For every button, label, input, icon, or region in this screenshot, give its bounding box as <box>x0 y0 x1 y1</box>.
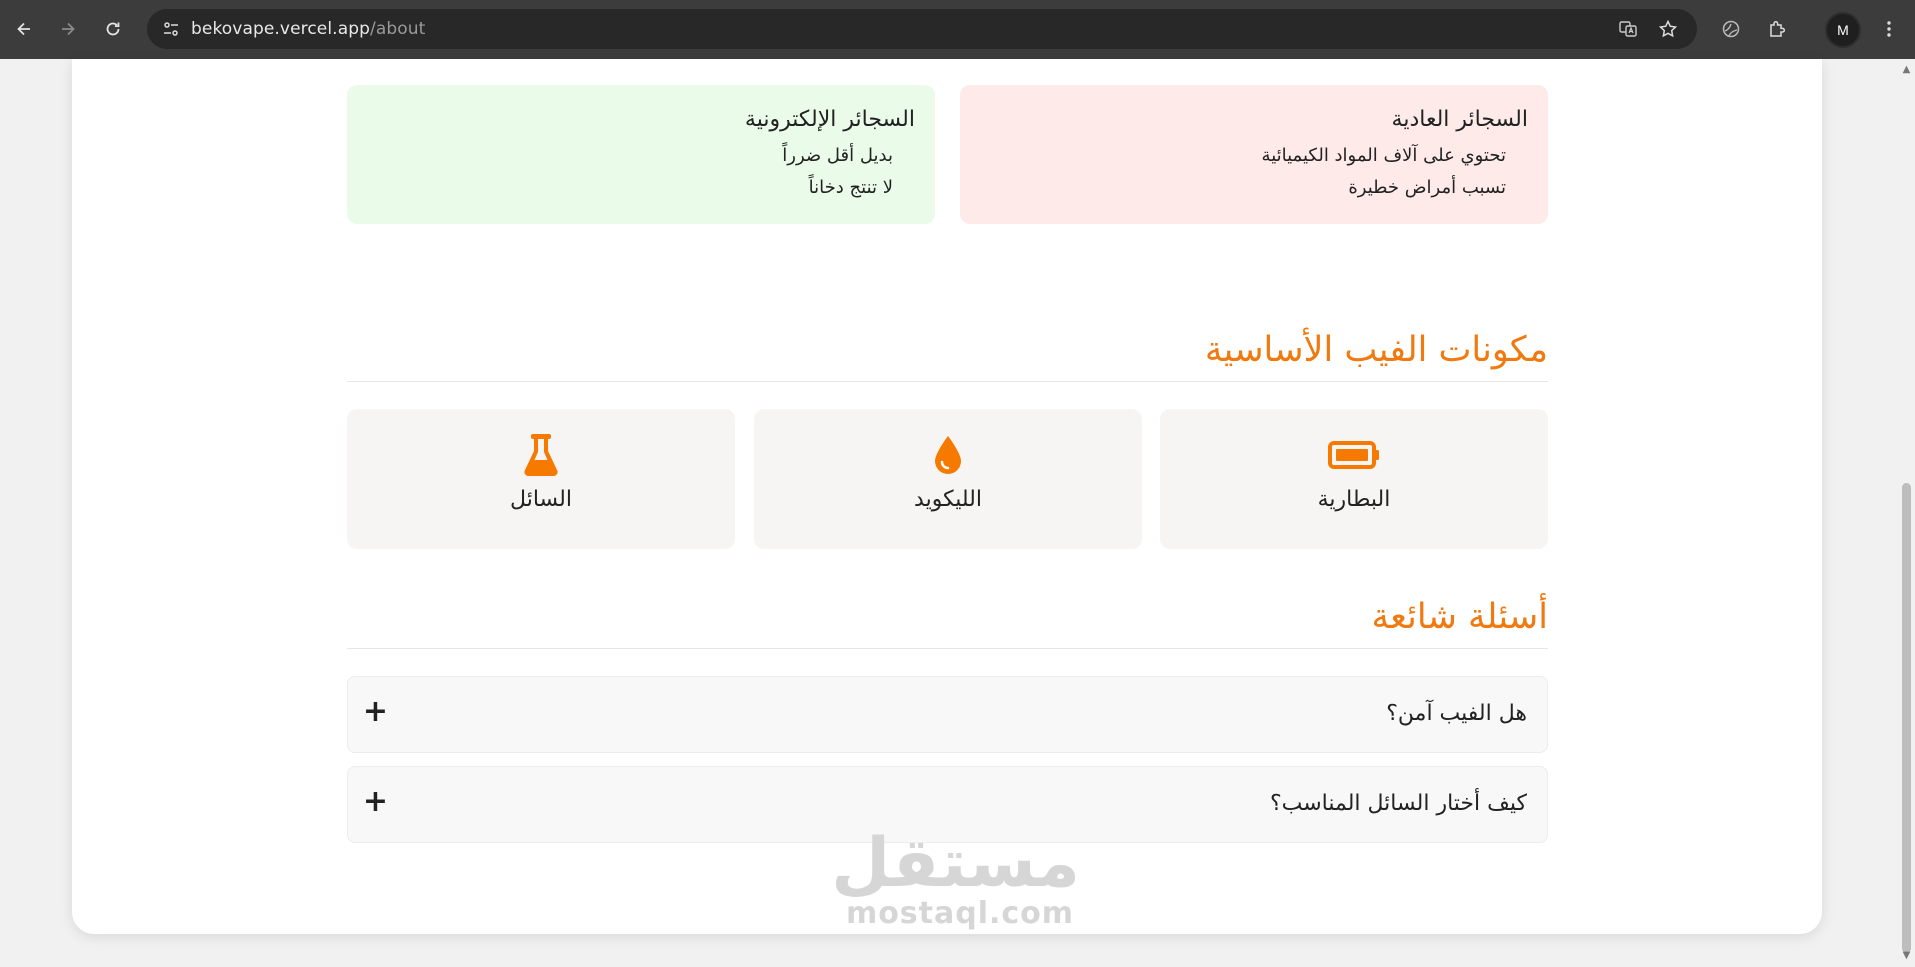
browser-toolbar <box>0 0 1915 59</box>
list-item: تحتوي على آلاف المواد الكيميائية <box>1261 145 1506 166</box>
component-card-battery <box>1160 409 1548 549</box>
list-item: لا تنتج دخاناً <box>808 177 893 198</box>
watermark-latin: mostaql.com <box>845 896 1075 931</box>
e-cigarettes-title: السجائر الإلكترونية <box>744 107 915 132</box>
url-path: /about <box>370 19 426 39</box>
scrollbar-thumb[interactable] <box>1902 483 1911 953</box>
faq-heading: أسئلة شائعة <box>347 589 1548 649</box>
component-label: السائل <box>510 487 572 512</box>
e-cigarettes-box <box>347 85 935 224</box>
mostaql-watermark <box>831 824 1080 931</box>
comparison-section <box>347 59 1548 819</box>
arrow-left-icon <box>14 19 34 39</box>
regular-cigarettes-list <box>980 140 1528 204</box>
plus-icon[interactable]: + <box>362 694 388 729</box>
component-card-fluid <box>347 409 735 549</box>
list-item: بديل أقل ضرراً <box>782 145 893 166</box>
arrow-right-icon <box>58 19 78 39</box>
bookmark-star-icon[interactable] <box>1656 17 1680 41</box>
faq-question: هل الفيب آمن؟ <box>1386 701 1527 726</box>
vertical-scrollbar[interactable] <box>1898 59 1915 967</box>
faq-question: كيف أختار السائل المناسب؟ <box>1269 791 1527 816</box>
reload-icon <box>103 19 123 39</box>
site-info-icon[interactable] <box>159 17 183 41</box>
more-menu-icon[interactable] <box>1876 16 1902 42</box>
extensions-icon[interactable] <box>1764 16 1790 42</box>
component-card-liquid <box>754 409 1142 549</box>
forward-button[interactable] <box>53 14 83 44</box>
battery-icon <box>1160 431 1548 479</box>
scroll-down-arrow-icon[interactable]: ▼ <box>1902 950 1911 961</box>
components-heading: مكونات الفيب الأساسية <box>347 322 1548 382</box>
e-cigarettes-list <box>367 140 915 204</box>
watermark-arabic: مستقل <box>831 824 1080 903</box>
component-label: البطارية <box>1317 487 1391 512</box>
faq-item[interactable] <box>347 676 1548 753</box>
plus-icon[interactable]: + <box>362 784 388 819</box>
page-viewport <box>0 59 1898 967</box>
regular-cigarettes-title: السجائر العادية <box>1391 107 1528 132</box>
url-host: bekovape.vercel.app <box>191 19 370 39</box>
back-button[interactable] <box>9 14 39 44</box>
performance-icon[interactable] <box>1718 16 1744 42</box>
component-label: الليكويد <box>914 487 982 512</box>
reload-button[interactable] <box>98 14 128 44</box>
profile-avatar[interactable]: M <box>1825 12 1861 48</box>
translate-icon[interactable] <box>1616 17 1640 41</box>
droplet-icon <box>754 431 1142 479</box>
url-text <box>191 19 425 39</box>
regular-cigarettes-box <box>960 85 1548 224</box>
scroll-up-arrow-icon[interactable]: ▲ <box>1902 64 1911 75</box>
about-card <box>72 59 1822 934</box>
flask-icon <box>347 431 735 479</box>
address-bar[interactable] <box>147 9 1697 49</box>
list-item: تسبب أمراض خطيرة <box>1348 177 1506 198</box>
